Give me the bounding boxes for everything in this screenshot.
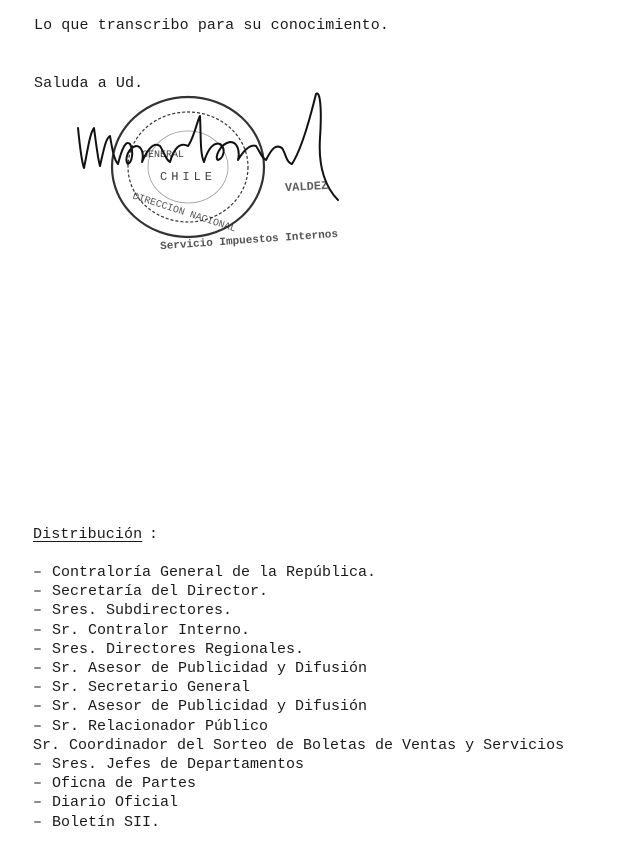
list-item-text: Diario Oficial: [52, 794, 179, 812]
list-item: [33, 678, 564, 697]
list-item-text: Sr. Relacionador Público: [52, 717, 269, 735]
list-item: [33, 793, 564, 812]
list-item: [33, 659, 564, 678]
list-item: [33, 736, 564, 755]
list-item-text: Sres. Jefes de Departamentos: [52, 756, 305, 774]
list-dash: –: [33, 756, 43, 774]
list-item-text: Sr. Contralor Interno.: [52, 621, 251, 639]
seal-text-country: CHILE: [160, 170, 217, 184]
list-dash: –: [33, 640, 43, 658]
distribution-heading: Distribución: [33, 526, 143, 543]
list-item-text: Secretaría del Director.: [52, 583, 269, 601]
distribution-heading-colon: :: [149, 526, 159, 543]
list-item-text: Contraloría General de la República.: [52, 564, 377, 581]
closing-line: Lo que transcribo para su conocimiento.: [34, 17, 389, 34]
list-dash: –: [33, 775, 43, 793]
list-dash: –: [33, 564, 43, 581]
signer-title-stamp: Servicio Impuestos Internos: [159, 228, 339, 254]
list-dash: –: [33, 794, 43, 812]
list-dash: –: [33, 602, 43, 620]
list-dash: –: [33, 621, 43, 639]
list-item-text: Sr. Coordinador del Sorteo de Boletas de Ventas y Servicios: [33, 736, 565, 754]
list-item: [33, 621, 564, 640]
list-dash: –: [33, 717, 43, 735]
list-item-text: Sres. Subdirectores.: [52, 602, 233, 620]
list-item-text: Sr. Asesor de Publicidad y Difusión: [52, 698, 368, 716]
list-item: [33, 717, 564, 736]
list-item: [33, 601, 564, 620]
list-item-text: Boletín SII.: [52, 813, 161, 831]
list-item-text: Sres. Directores Regionales.: [52, 640, 305, 658]
list-item: [33, 582, 564, 601]
list-item-text: Oficna de Partes: [52, 775, 197, 793]
handwritten-signature: [70, 88, 340, 208]
list-dash: –: [33, 698, 43, 716]
list-item: [33, 697, 564, 716]
list-item: [33, 755, 564, 774]
list-dash: –: [33, 679, 43, 697]
list-item: [33, 774, 564, 793]
list-dash: –: [33, 660, 43, 678]
signer-name-stamp: VALDEZ: [284, 178, 329, 196]
list-dash: –: [33, 813, 43, 831]
distribution-list: [33, 563, 564, 832]
greeting-line: Saluda a Ud.: [34, 75, 144, 92]
list-item: [33, 813, 564, 832]
list-dash: –: [33, 583, 43, 601]
list-item-text: Sr. Secretario General: [52, 679, 251, 697]
list-item: [33, 640, 564, 659]
list-item: [33, 563, 564, 582]
seal-text-general: GENERAL: [142, 150, 185, 161]
list-item-text: Sr. Asesor de Publicidad y Difusión: [52, 660, 368, 678]
seal-text-bottom: DIRECCION NACIONAL: [130, 191, 238, 236]
